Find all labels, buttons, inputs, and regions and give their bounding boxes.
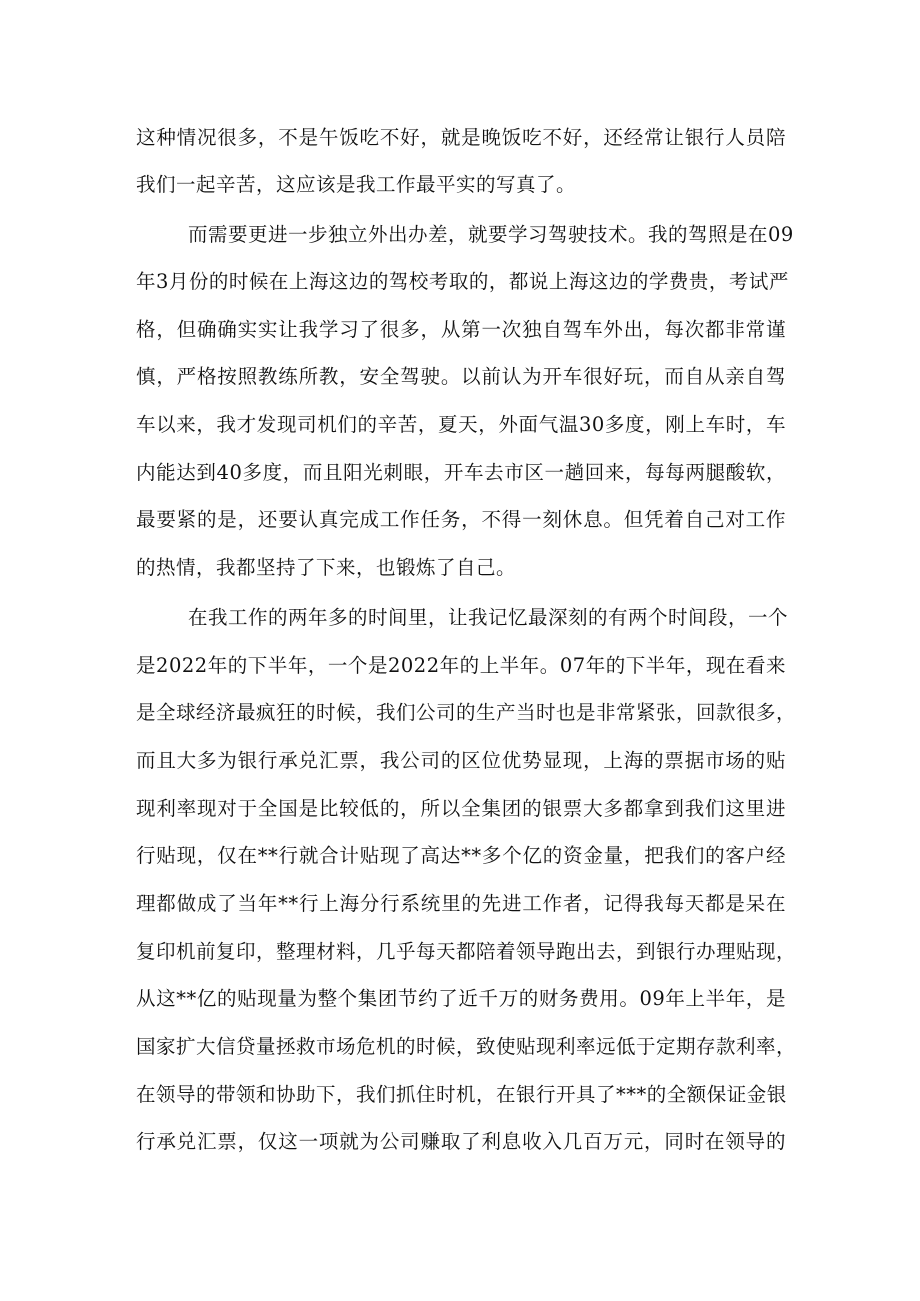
text-line: 格，但确确实实让我学习了很多，从第一次独自驾车外出，每次都非常谨 [136, 318, 786, 341]
text-line: 内能达到40多度，而且阳光刺眼，开车去市区一趟回来，每每两腿酸软， [136, 461, 786, 484]
text-line: 是全球经济最疯狂的时候，我们公司的生产当时也是非常紧张，回款很多， [136, 701, 797, 724]
text-line: 在领导的带领和协助下，我们抓住时机，在银行开具了***的全额保证金银 [136, 1083, 787, 1106]
text-line: 我们一起辛苦，这应该是我工作最平实的写真了。 [136, 173, 577, 196]
text-line: 是2022年的下半年，一个是2022年的上半年。07年的下半年，现在看来 [136, 654, 786, 677]
text-line: 慎，严格按照教练所教，安全驾驶。以前认为开车很好玩，而自从亲自驾 [136, 365, 786, 388]
text-line: 年3月份的时候在上海这边的驾校考取的，都说上海这边的学费贵，考试严 [136, 270, 789, 293]
paragraph-first-line: 而需要更进一步独立外出办差，就要学习驾驶技术。我的驾照是在09 [188, 223, 794, 246]
text-line: 的热情，我都坚持了下来，也锻炼了自己。 [136, 556, 517, 579]
text-line: 理都做成了当年**行上海分行系统里的先进工作者，记得我每天都是呆在 [136, 892, 786, 915]
text-line: 复印机前复印，整理材料，几乎每天都陪着领导跑出去，到银行办理贴现， [136, 940, 797, 963]
text-line: 而且大多为银行承兑汇票，我公司的区位优势显现，上海的票据市场的贴 [136, 749, 786, 772]
text-line: 行承兑汇票，仅这一项就为公司赚取了利息收入几百万元，同时在领导的 [136, 1130, 786, 1153]
text-line: 现利率现对于全国是比较低的，所以全集团的银票大多都拿到我们这里进 [136, 797, 786, 820]
paragraph-first-line: 在我工作的两年多的时间里，让我记忆最深刻的有两个时间段，一个 [188, 606, 789, 629]
text-line: 车以来，我才发现司机们的辛苦，夏天，外面气温30多度，刚上车时，车 [136, 413, 786, 436]
text-line: 行贴现，仅在**行就合计贴现了高达**多个亿的资金量，把我们的客户经 [136, 844, 786, 867]
text-line: 这种情况很多，不是午饭吃不好，就是晚饭吃不好，还经常让银行人员陪 [136, 126, 786, 149]
text-line: 最要紧的是，还要认真完成工作任务，不得一刻休息。但凭着自己对工作 [136, 508, 786, 531]
text-line: 从这**亿的贴现量为整个集团节约了近千万的财务费用。09年上半年，是 [136, 987, 786, 1010]
text-line: 国家扩大信贷量拯救市场危机的时候，致使贴现利率远低于定期存款利率， [136, 1035, 797, 1058]
